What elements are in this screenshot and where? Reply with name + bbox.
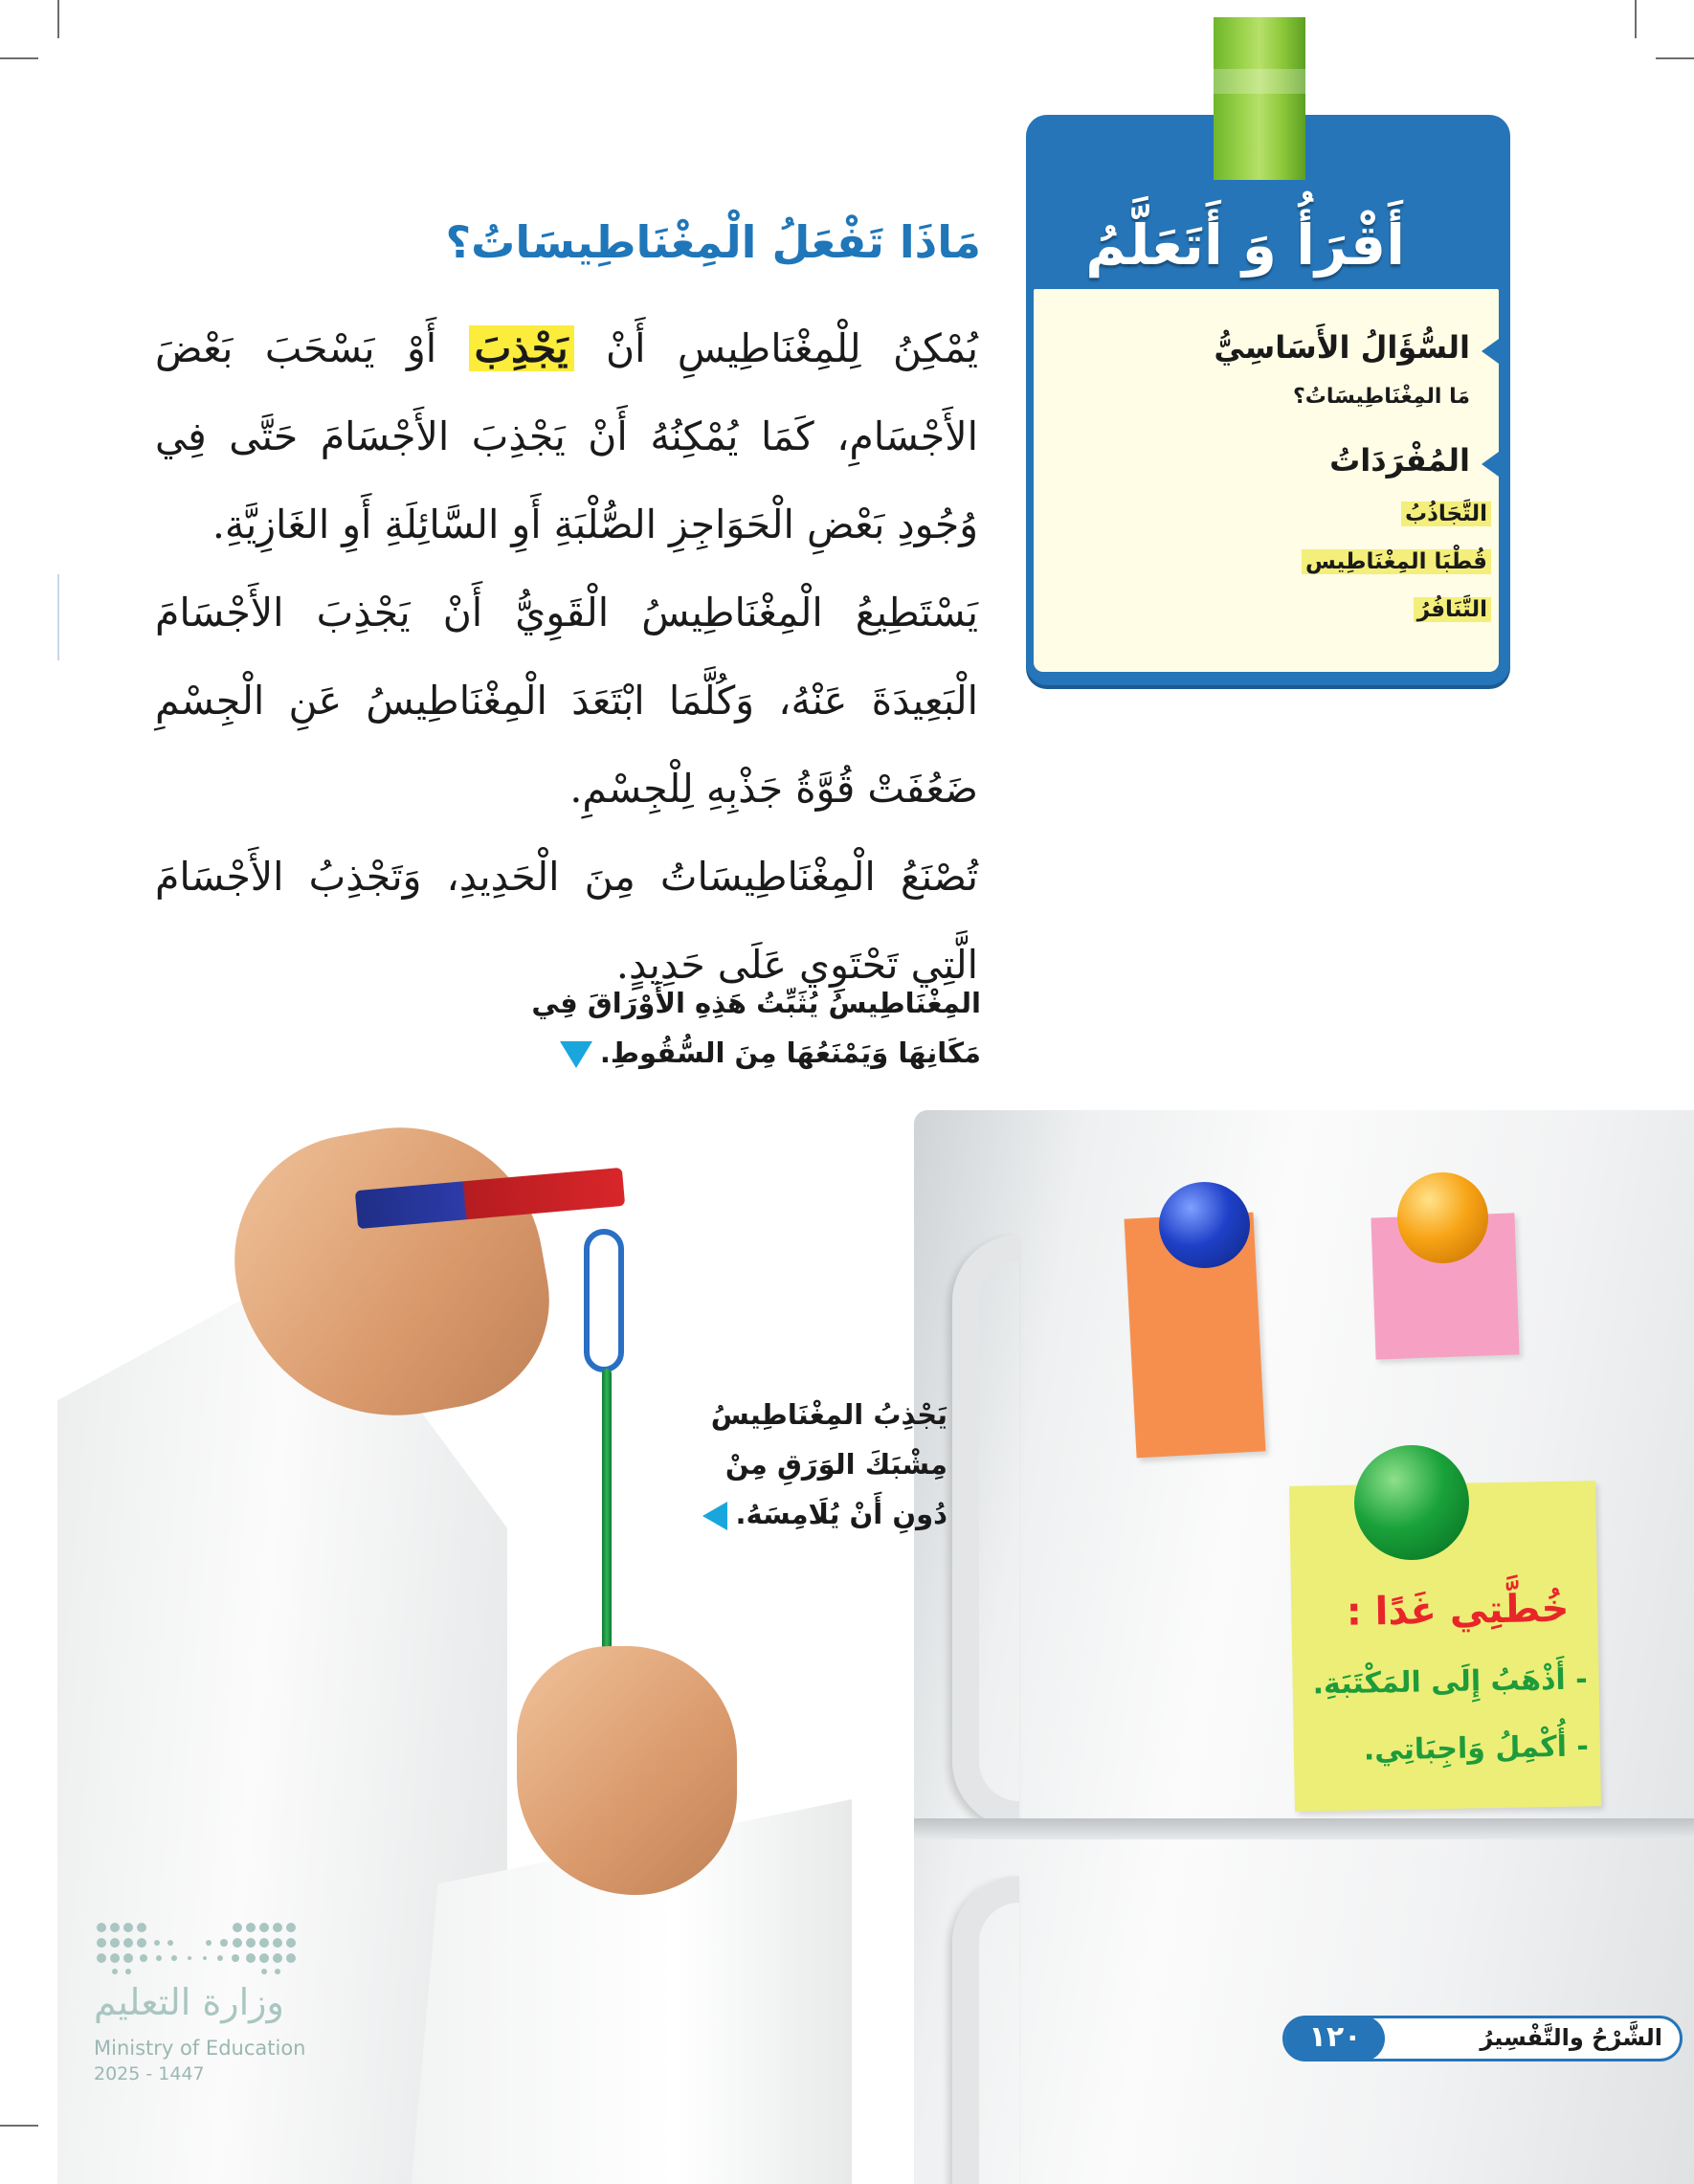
- crop-mark: [0, 2125, 38, 2127]
- fridge-handle: [952, 1235, 1019, 1828]
- crop-mark: [1656, 57, 1694, 59]
- triangle-down-icon: [560, 1041, 592, 1068]
- keyword-attract: يَجْذِبَ: [469, 325, 574, 371]
- page-number: ١٢٠: [1285, 2016, 1385, 2061]
- essential-question-label: السُّؤَالُ الأَسَاسِيُّ: [1214, 329, 1499, 366]
- section-heading: مَاذَا تَفْعَلُ الْمِغْنَاطِيسَاتُ؟: [445, 216, 981, 268]
- vocab-term-repulsion: التَّنَافُرُ: [1414, 597, 1491, 622]
- green-magnet: [1354, 1445, 1469, 1560]
- hand-holding-string: [517, 1646, 737, 1895]
- footer-section-label: الشَّرْحُ والتَّفْسِيرُ: [1480, 2024, 1662, 2051]
- read-learn-content: [1034, 289, 1499, 672]
- note-item-homework: - أُكْمِلُ وَاجِبَاتِي.: [1363, 1729, 1590, 1768]
- read-learn-title: أَقْرَأُ وَ أَتَعَلَّمُ: [1085, 212, 1405, 278]
- crop-mark: [57, 0, 59, 38]
- ministry-year: 2025 - 1447: [94, 2063, 205, 2084]
- paragraph-2: يَسْتَطِيعُ الْمِغْنَاطِيسُ الْقَوِيُّ أَنْ يَجْذِبَ الأَجْسَامَ الْبَعِيدَةَ عَنْهُ، وَكُلَّمَا ابْتَعَدَ الْمِغْنَاطِيسُ عَنِ الْجِسْمِ ضَعُفَتْ قُوَّةُ جَذْبِهِ لِلْجِسْمِ.: [155, 590, 978, 812]
- body-text: [155, 304, 978, 1009]
- blue-magnet: [1159, 1182, 1250, 1268]
- ministry-logo-dots-icon: [94, 1918, 299, 1975]
- ministry-name-english: Ministry of Education: [94, 2037, 306, 2060]
- crop-mark: [0, 57, 38, 59]
- hand-caption: يَجْذِبُ المِغْنَاطِيسُ مِشْبَكَ الوَرَقِ مِنْ دُونِ أَنْ يُلَامِسَهُ.: [702, 1390, 947, 1539]
- vocabulary-label: المُفْرَدَاتُ: [1329, 442, 1499, 479]
- triangle-left-icon: [702, 1502, 727, 1530]
- fridge-caption: المِغْنَاطِيسُ يُثَبِّتُ هَذِهِ الأَوْرَاقَ فِي مَكَانِهَا وَيَمْنَعُهَا مِنَ السُّقُوطِ.: [531, 987, 981, 1069]
- read-learn-box: [1026, 115, 1510, 685]
- orange-magnet: [1397, 1172, 1488, 1263]
- fridge-handle: [952, 1876, 1019, 2184]
- vocab-term-attraction: التَّجَاذُبُ: [1401, 501, 1491, 526]
- bookmark-ribbon: [1214, 17, 1305, 180]
- fridge-door-gap: [914, 1818, 1694, 1839]
- vocab-term-magnet-poles: قُطْبَا المِغْنَاطِيس: [1302, 549, 1491, 574]
- crop-mark: [1635, 0, 1637, 38]
- page-footer: [1282, 2016, 1683, 2061]
- margin-line: [57, 574, 59, 660]
- essential-question: مَا المِغْنَاطِيسَاتُ؟: [1293, 385, 1470, 409]
- note-item-library: - أَذْهَبُ إِلَى المَكْتَبَةِ.: [1312, 1662, 1588, 1702]
- paper-clip: [584, 1229, 624, 1372]
- paragraph-1: يُمْكِنُ لِلْمِغْنَاطِيسِ أَنْ يَجْذِبَ أَوْ يَسْحَبَ بَعْضَ الأَجْسَامِ، كَمَا يُمْكِنُهُ أَنْ يَجْذِبَ الأَجْسَامَ حَتَّى فِي وُجُودِ بَعْضِ الْحَوَاجِزِ الصُّلْبَةِ أَوِ السَّائِلَةِ أَوِ الغَازِيَّةِ.: [155, 325, 978, 547]
- ministry-name-arabic: وزارة التعليم: [94, 1981, 284, 2023]
- note-title: خُطَّتِي غَدًا :: [1346, 1586, 1570, 1635]
- paragraph-3: تُصْنَعُ الْمِغْنَاطِيسَاتُ مِنَ الْحَدِيدِ، وَتَجْذِبُ الأَجْسَامَ الَّتِي تَحْتَوِي عَلَى حَدِيدٍ.: [155, 854, 978, 988]
